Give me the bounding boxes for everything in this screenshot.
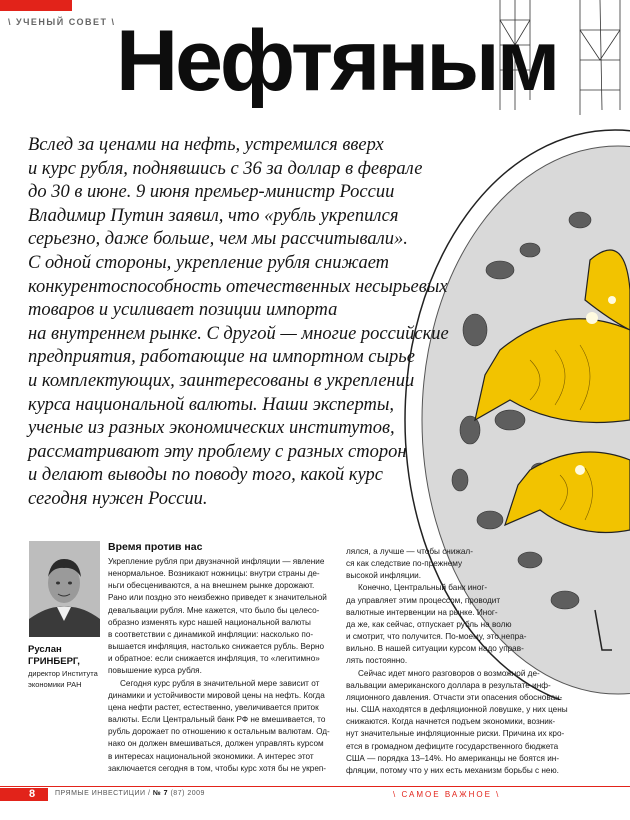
expert-caption [28, 644, 108, 690]
body-line: Укрепление рубля при двузначной инфляции — явление [108, 557, 325, 566]
body-line: образно изменять курс нашей национальной валюты [108, 617, 311, 627]
page-number-box [0, 788, 48, 801]
body-line: заключается сегодня в том, чтобы курс хотя бы не укреп- [108, 763, 327, 773]
body-line: лять постоянно. [346, 656, 408, 666]
lead-paragraph [28, 134, 498, 512]
article-column-2 [346, 546, 606, 777]
body-line: вильно. В нашей ситуации курсом надо управ- [346, 644, 524, 654]
lead-line: серьезно, даже больше, чем мы рассчитывали». [28, 229, 408, 250]
page-number: 8 [29, 788, 36, 800]
lead-line: и комплектующих, заинтересованы в укреплении [28, 370, 415, 391]
body-line: ляционного давления. Отчасти эти опасения обоснован- [346, 692, 563, 702]
lead-line: и курс рубля, поднявшись с 36 за доллар в феврале [28, 158, 423, 179]
body-line: и смотрит, что получится. По-моему, это непра- [346, 632, 527, 642]
lead-line: ученые из разных экономических институтов, [28, 418, 395, 439]
expert-title: экономики РАН [28, 680, 82, 689]
lead-line: предприятия, работающие на импортном сырье [28, 347, 415, 368]
lead-line: до 30 в июне. 9 июня премьер-министр России [28, 182, 395, 203]
body-line: США — порядка 13–14%. Но американцы не боятся ин- [346, 753, 560, 763]
body-line: девальвации рубля. Мне кажется, что было бы целесо- [108, 605, 320, 615]
body-line: ненормальное. Возникают ножницы: внутри страны де- [108, 569, 320, 579]
body-line: рубль дорожает по отношению к остальным валютам. Од- [108, 727, 330, 737]
issue-number: № 7 [152, 790, 169, 797]
magazine-info [55, 790, 205, 797]
article-subhead: Время против нас [108, 541, 203, 553]
lead-line: конкурентоспособность отечественных несырьевых [28, 276, 448, 297]
expert-portrait [29, 541, 100, 637]
section-label: \ УЧЕНЫЙ СОВЕТ \ [8, 17, 116, 27]
red-corner-tab [0, 0, 72, 11]
issue-year: (87) 2009 [168, 790, 205, 797]
lead-line: товаров и усиливает позиции импорта [28, 300, 338, 321]
article-column-1 [108, 556, 338, 775]
body-line: высокой инфляции. [346, 571, 422, 581]
lead-line: и делают выводы по поводу того, какой курс [28, 465, 383, 486]
body-line: ньги обесцениваются, а на внешнем рынке дорожают. [108, 581, 315, 591]
body-line: цена нефти растет, естественно, увеличивается приток [108, 702, 319, 712]
body-line: ется в громадном дефиците государственного бюджета [346, 741, 559, 751]
body-line: вышается инфляция, настолько снижается рубль. Верно [108, 642, 325, 652]
body-line: Сейчас идет много разговоров о возможной де- [358, 668, 540, 678]
body-line: нако он должен вмешиваться, должен управлять курсом [108, 739, 324, 749]
body-line: лялся, а лучше — чтобы снижал- [346, 547, 473, 556]
body-line: снижаются. Когда начнется подъем экономики, возник- [346, 717, 556, 727]
body-line: да управляет этим процессом, проводит [346, 595, 501, 605]
expert-first-name: Руслан [28, 644, 62, 655]
footer-section-label: \ САМОЕ ВАЖНОЕ \ [393, 790, 501, 799]
lead-line: курса национальной валюты. Наши эксперты, [28, 394, 395, 415]
magazine-name: ПРЯМЫЕ ИНВЕСТИЦИИ / [55, 790, 153, 797]
headline: Нефтяным [116, 13, 558, 109]
body-line: динамики и устойчивости мировой цены на нефть. Когда [108, 690, 325, 700]
body-line: вальвации американского доллара в результате инф- [346, 680, 551, 690]
body-line: Рано или поздно это неизбежно приведет к значительной [108, 593, 327, 603]
body-line: повышение курса рубля. [108, 666, 202, 676]
body-line: ны. США находятся в дефляционной ловушке, у них цены [346, 705, 568, 715]
body-line: Сегодня курс рубля в значительной мере зависит от [120, 678, 320, 688]
expert-title: директор Института [28, 669, 98, 678]
body-line: в соответствии с динамикой инфляции: насколько по- [108, 629, 314, 639]
footer-rule [0, 786, 630, 787]
body-line: валютные интервенции на рынке. Иног- [346, 607, 498, 617]
body-line: в интересах национальной экономики. А интерес этот [108, 751, 314, 761]
body-line: нут значительные инфляционные риски. Причина их кро- [346, 729, 565, 739]
expert-last-name: ГРИНБЕРГ, [28, 656, 80, 667]
body-line: фляции, потому что у них есть механизм борьбы с нею. [346, 765, 559, 775]
body-line: ся как следствие по-прежнему [346, 559, 463, 569]
body-line: Конечно, Центральный банк иног- [358, 583, 488, 593]
lead-line: С одной стороны, укрепление рубля снижает [28, 252, 390, 273]
body-line: да же, как сейчас, отпускает рубль на волю [346, 619, 512, 629]
lead-line: Вслед за ценами на нефть, устремился вверх [28, 135, 384, 155]
body-line: валюты. Если Центральный банк РФ не вмешивается, то [108, 715, 326, 725]
lead-line: сегодня нужен России. [28, 488, 208, 509]
body-line: и обратное: если снижается инфляция, то «легитимно» [108, 654, 320, 664]
lead-line: рассматривают эту проблему с разных сторон [28, 441, 407, 462]
lead-line: Владимир Путин заявил, что «рубль укрепился [28, 205, 399, 226]
lead-line: на внутреннем рынке. С другой — многие российские [28, 323, 449, 344]
